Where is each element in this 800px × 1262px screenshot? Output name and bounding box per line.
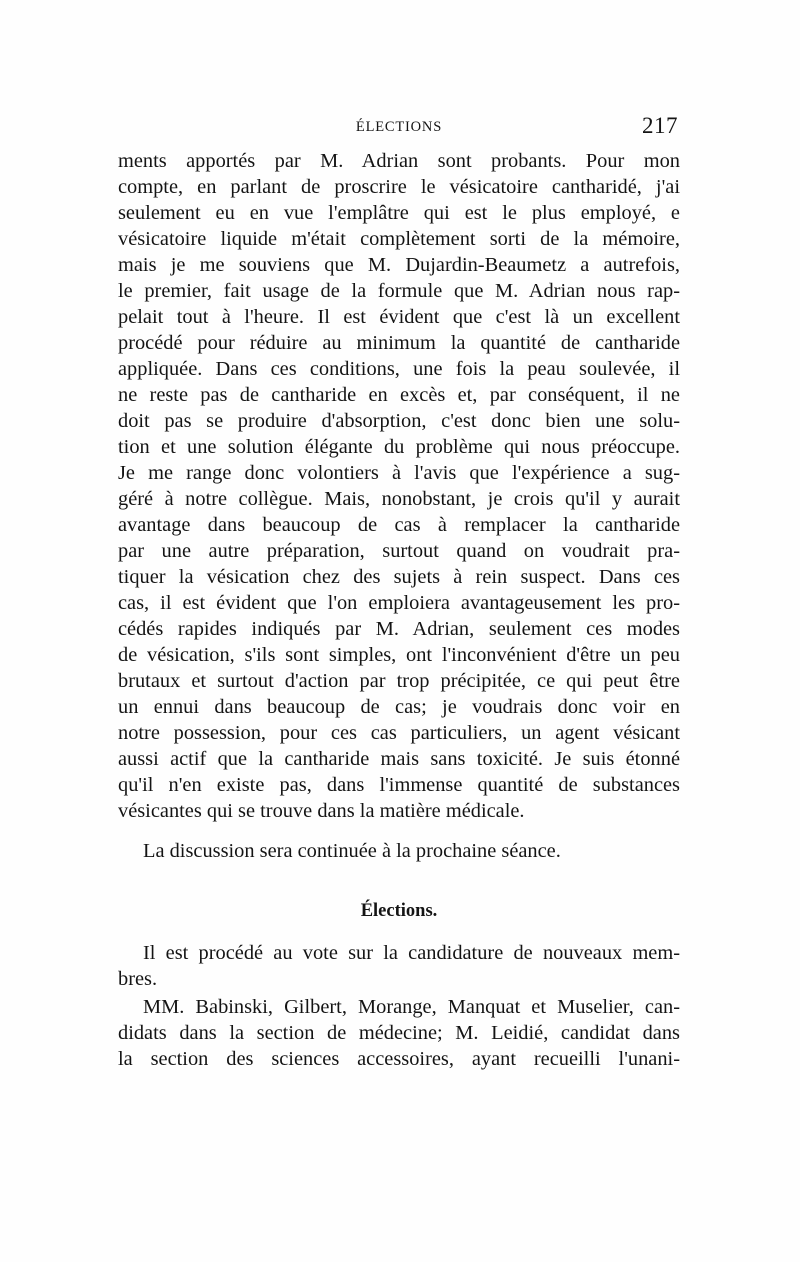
text-line: par une autre préparation, surtout quand on voudrait pra- bbox=[118, 540, 680, 562]
text-line: didats dans la section de médecine; M. Leidié, candidat dans bbox=[118, 1022, 680, 1044]
text-line: procédé pour réduire au minimum la quantité de cantharide bbox=[118, 332, 680, 354]
text-line: aussi actif que la cantharide mais sans toxicité. Je suis étonné bbox=[118, 748, 680, 770]
text-line: de vésication, s'ils sont simples, ont l'inconvénient d'être un peu bbox=[118, 644, 680, 666]
text-line: un ennui dans beaucoup de cas; je voudrais donc voir en bbox=[118, 696, 680, 718]
text-line: tion et une solution élégante du problème qui nous préoccupe. bbox=[118, 436, 680, 458]
text-line: doit pas se produire d'absorption, c'est donc bien une solu- bbox=[118, 410, 680, 432]
text-line: mais je me souviens que M. Dujardin-Beaumetz a autrefois, bbox=[118, 254, 680, 276]
text-line: géré à notre collègue. Mais, nonobstant, je crois qu'il y aurait bbox=[118, 488, 680, 510]
text-line: Il est procédé au vote sur la candidature de nouveaux mem- bbox=[143, 942, 680, 964]
text-line: cas, il est évident que l'on emploiera avantageusement les pro- bbox=[118, 592, 680, 614]
text-line: appliquée. Dans ces conditions, une fois la peau soulevée, il bbox=[118, 358, 680, 380]
text-line: vésicatoire liquide m'était complètement sorti de la mémoire, bbox=[118, 228, 680, 250]
text-line: MM. Babinski, Gilbert, Morange, Manquat et Muselier, can- bbox=[143, 996, 680, 1018]
text-line: ments apportés par M. Adrian sont probants. Pour mon bbox=[118, 150, 680, 172]
text-line: tiquer la vésication chez des sujets à rein suspect. Dans ces bbox=[118, 566, 680, 588]
text-line: brutaux et surtout d'action par trop précipitée, ce qui peut être bbox=[118, 670, 680, 692]
page-number: 217 bbox=[642, 113, 678, 138]
text-line: qu'il n'en existe pas, dans l'immense quantité de substances bbox=[118, 774, 680, 796]
running-title: ÉLECTIONS bbox=[355, 119, 443, 135]
running-head bbox=[118, 113, 680, 143]
text-line: Je me range donc volontiers à l'avis que l'expérience a sug- bbox=[118, 462, 680, 484]
text-line: pelait tout à l'heure. Il est évident que c'est là un excellent bbox=[118, 306, 680, 328]
text-line: vésicantes qui se trouve dans la matière médicale. bbox=[118, 800, 525, 822]
text-line: notre possession, pour ces cas particuliers, un agent vésicant bbox=[118, 722, 680, 744]
text-line: La discussion sera continuée à la prochaine séance. bbox=[143, 840, 561, 862]
text-line: avantage dans beaucoup de cas à remplacer la cantharide bbox=[118, 514, 680, 536]
text-line: cédés rapides indiqués par M. Adrian, seulement ces modes bbox=[118, 618, 680, 640]
text-line: bres. bbox=[118, 968, 158, 990]
text-line: ne reste pas de cantharide en excès et, par conséquent, il ne bbox=[118, 384, 680, 406]
text-line: compte, en parlant de proscrire le vésicatoire cantharidé, j'ai bbox=[118, 176, 680, 198]
text-line: la section des sciences accessoires, ayant recueilli l'unani- bbox=[118, 1048, 680, 1070]
text-line: seulement eu en vue l'emplâtre qui est le plus employé, e bbox=[118, 202, 680, 224]
text-line: le premier, fait usage de la formule que M. Adrian nous rap- bbox=[118, 280, 680, 302]
section-heading: Élections. bbox=[360, 901, 438, 921]
